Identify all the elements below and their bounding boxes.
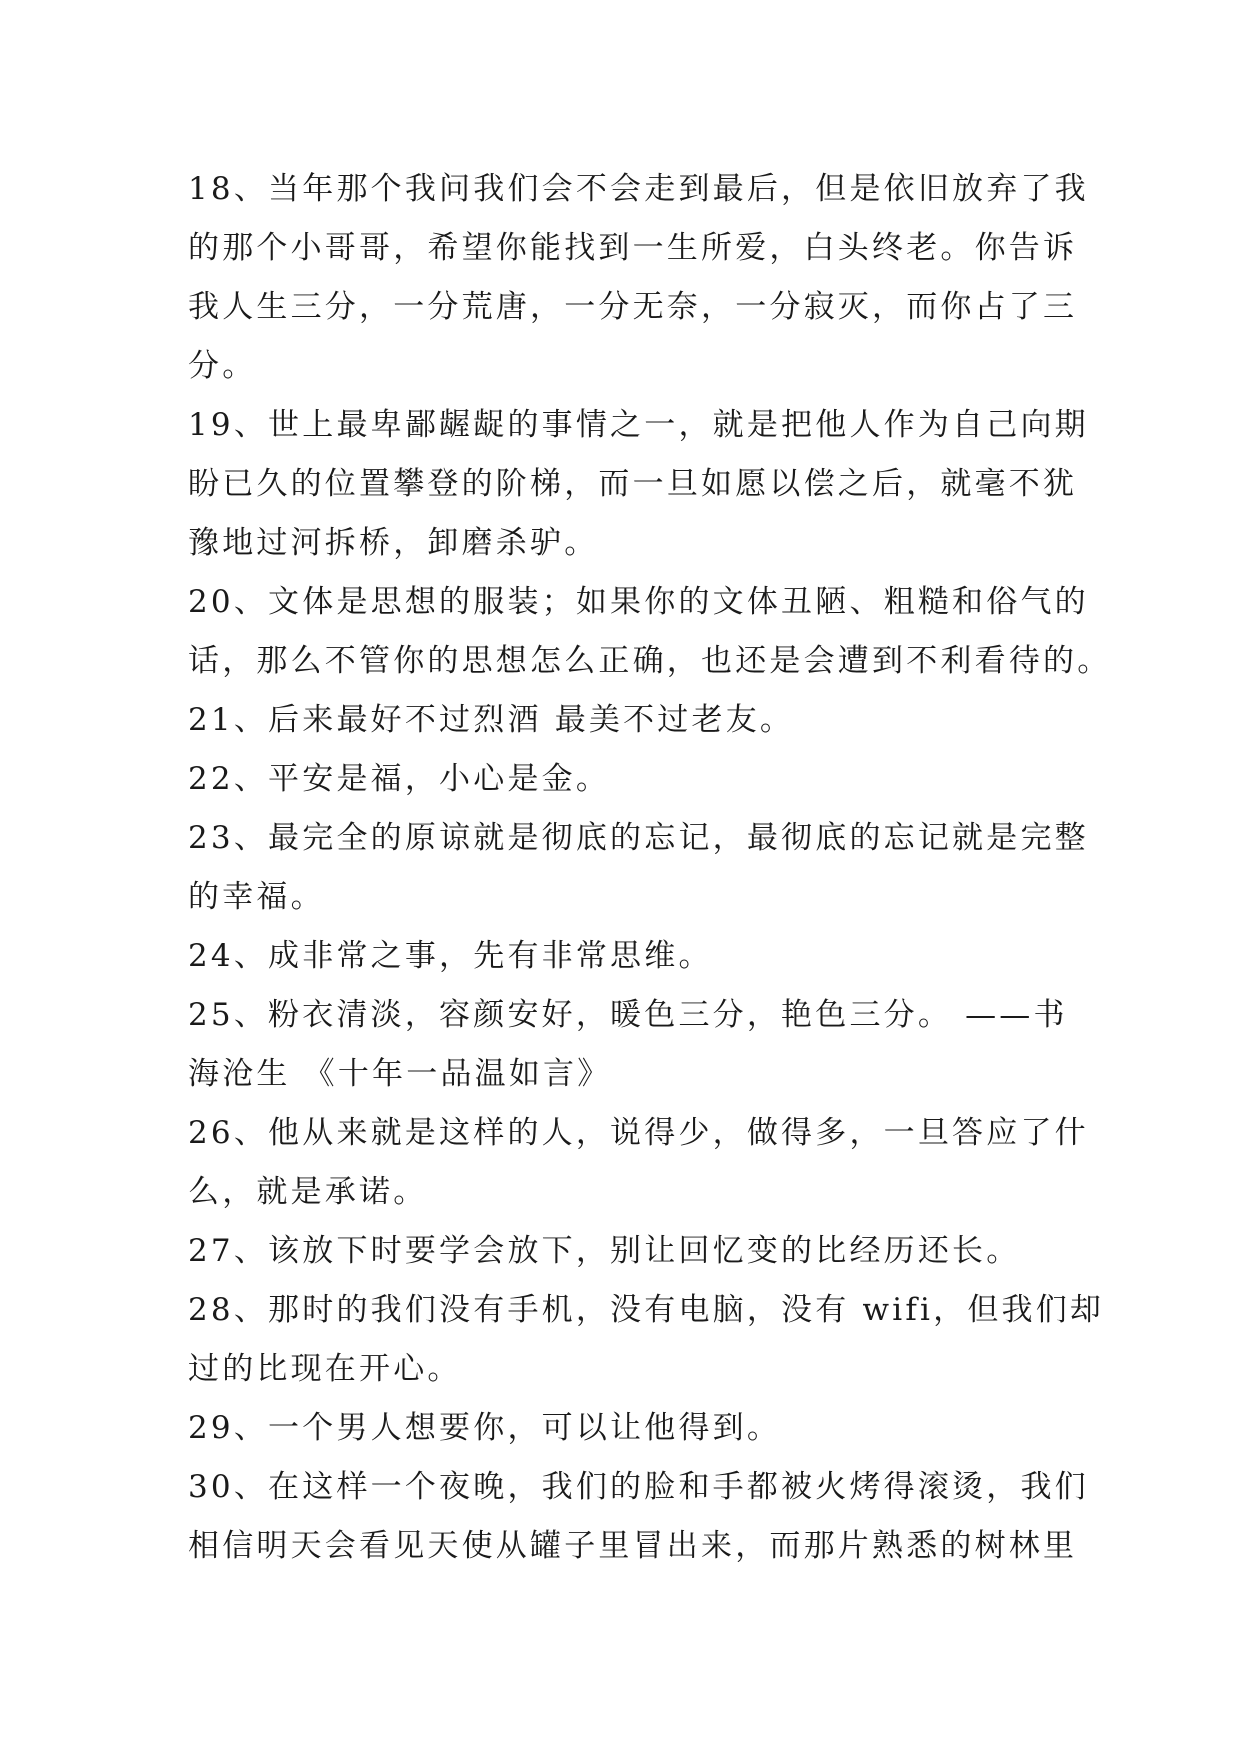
text-line: 28、那时的我们没有手机，没有电脑，没有 wifi，但我们却 (188, 1292, 1105, 1328)
text-line: 的那个小哥哥，希望你能找到一生所爱，白头终老。你告诉 (188, 230, 1078, 266)
text-line: 相信明天会看见天使从罐子里冒出来，而那片熟悉的树林里 (188, 1528, 1078, 1564)
text-line: 海沧生 《十年一品温如言》 (188, 1056, 612, 1092)
text-line: 过的比现在开心。 (188, 1351, 462, 1387)
text-line: 27、该放下时要学会放下，别让回忆变的比经历还长。 (188, 1233, 1021, 1269)
text-line: 25、粉衣清淡，容颜安好，暖色三分，艳色三分。 ——书 (188, 997, 1068, 1033)
text-line: 我人生三分，一分荒唐，一分无奈，一分寂灭，而你占了三 (188, 289, 1078, 325)
text-line: 20、文体是思想的服装；如果你的文体丑陋、粗糙和俗气的 (188, 584, 1089, 620)
text-line: 分。 (188, 348, 257, 384)
text-line: 29、一个男人想要你，可以让他得到。 (188, 1410, 782, 1446)
text-line: 21、后来最好不过烈酒 最美不过老友。 (188, 702, 795, 738)
text-line: 19、世上最卑鄙龌龊的事情之一，就是把他人作为自己向期 (188, 407, 1089, 443)
text-line: 的幸福。 (188, 879, 325, 915)
text-line: 26、他从来就是这样的人，说得少，做得多，一旦答应了什 (188, 1115, 1089, 1151)
text-line: 18、当年那个我问我们会不会走到最后，但是依旧放弃了我 (188, 171, 1089, 207)
text-line: 豫地过河拆桥，卸磨杀驴。 (188, 525, 599, 561)
text-line: 盼已久的位置攀登的阶梯，而一旦如愿以偿之后，就毫不犹 (188, 466, 1078, 502)
text-line: 23、最完全的原谅就是彻底的忘记，最彻底的忘记就是完整 (188, 820, 1089, 856)
text-line: 30、在这样一个夜晚，我们的脸和手都被火烤得滚烫，我们 (188, 1469, 1089, 1505)
document-body (188, 160, 1112, 1576)
text-line: 24、成非常之事，先有非常思维。 (188, 938, 713, 974)
text-line: 22、平安是福，小心是金。 (188, 761, 611, 797)
text-line: 么，就是承诺。 (188, 1174, 428, 1210)
text-line: 话，那么不管你的思想怎么正确，也还是会遭到不利看待的。 (188, 643, 1112, 679)
